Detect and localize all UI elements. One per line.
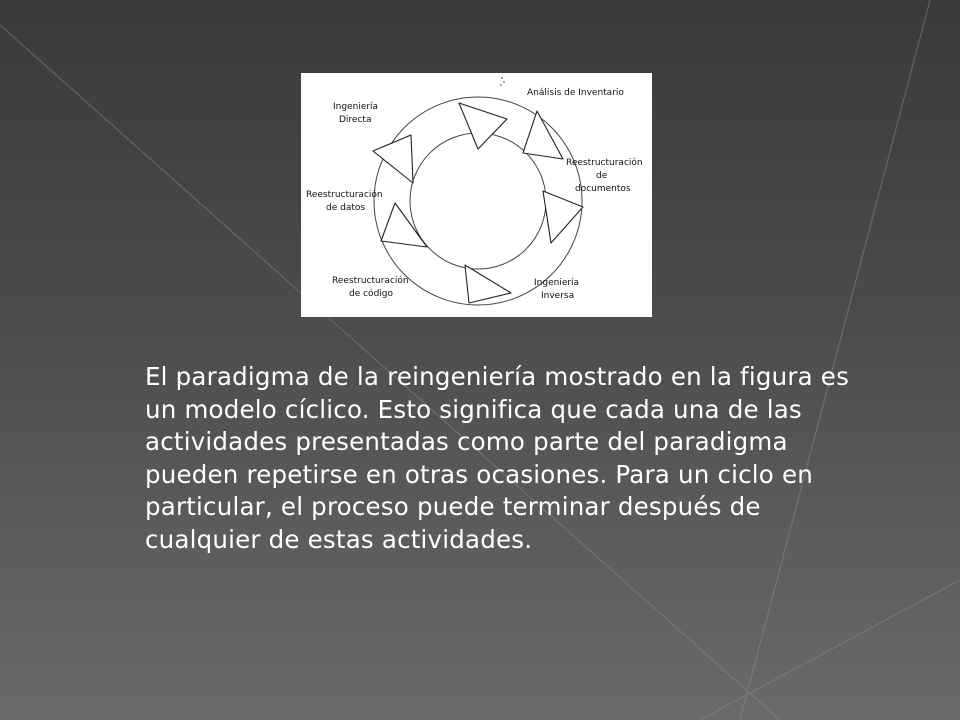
cycle-arrow-right (543, 191, 583, 243)
label-reestructuracion-documentos-3: documentos (575, 184, 631, 194)
label-analisis-inventario: Análisis de Inventario (527, 88, 624, 98)
label-ingenieria-inversa-2: Inversa (541, 291, 575, 301)
label-reestructuracion-codigo-1: Reestructuración (332, 276, 409, 286)
label-reestructuracion-documentos-2: de (596, 171, 608, 181)
label-reestructuracion-datos-1: Reestructuración (306, 190, 383, 200)
label-ingenieria-directa-2: Directa (339, 115, 372, 125)
cycle-arrow-top-right (523, 111, 563, 159)
cycle-arrow-bottom (465, 265, 511, 303)
label-reestructuracion-codigo-2: de código (349, 289, 393, 299)
cycle-arrow-left (373, 135, 413, 183)
cycle-arrow-top (459, 103, 507, 149)
reengineering-cycle-diagram (301, 73, 652, 317)
body-paragraph: El paradigma de la reingeniería mostrado en la figura es un modelo cíclico. Esto significa que cada una de las actividades presentadas como parte del paradigma pueden repetirse en otras ocasiones. Para un ciclo en particular, el proceso puede terminar después de cualquier de estas actividades. (145, 362, 850, 554)
cycle-arrow-lower-left (381, 203, 427, 247)
label-reestructuracion-datos-2: de datos (326, 203, 366, 213)
label-ingenieria-directa-1: Ingeniería (333, 102, 379, 112)
label-ingenieria-inversa-1: Ingeniería (534, 278, 580, 288)
label-reestructuracion-documentos-1: Reestructuración (566, 158, 643, 168)
